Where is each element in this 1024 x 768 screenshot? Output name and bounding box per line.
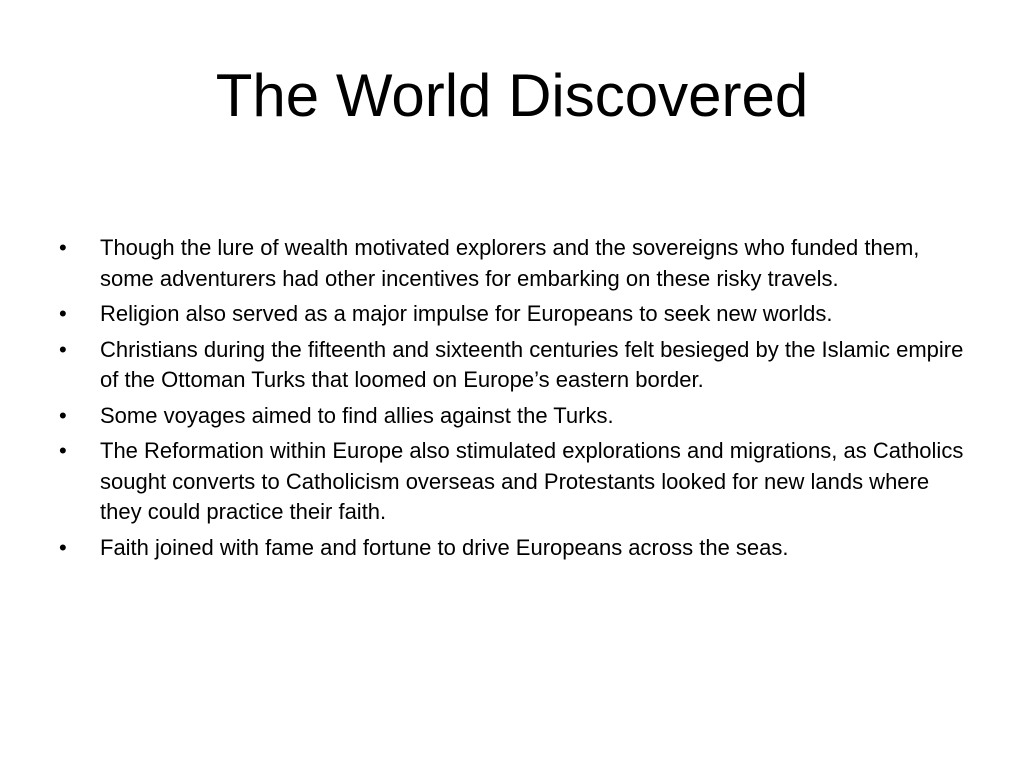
bullet-text: Christians during the fifteenth and sixteenth centuries felt besieged by the Islamic empire of the Ottoman Turks that loomed on Europe’s eastern border. [100, 336, 964, 392]
bullet-text: Though the lure of wealth motivated explorers and the sovereigns who funded them, some adventurers had other incentives for embarking on these risky travels. [100, 235, 920, 291]
bullet-icon: • [59, 402, 67, 428]
bullet-text: Some voyages aimed to find allies against the Turks. [100, 402, 614, 428]
bullet-icon: • [59, 438, 67, 463]
bullet-text: The Reformation within Europe also stimulated explorations and migrations, as Catholics sought converts to Catholicism overseas and Protestants looked for new lands where they could practice their faith. [100, 438, 964, 524]
bullet-icon: • [59, 534, 67, 560]
slide-title: The World Discovered [215, 62, 809, 129]
list-item [56, 533, 971, 564]
bullet-text: Faith joined with fame and fortune to drive Europeans across the seas. [100, 534, 789, 560]
bullet-text: Religion also served as a major impulse for Europeans to seek new worlds. [100, 301, 833, 326]
bullet-list [56, 233, 971, 568]
list-item [56, 401, 971, 432]
bullet-icon: • [59, 301, 67, 326]
list-item [56, 436, 971, 528]
list-item [56, 299, 971, 330]
bullet-icon: • [59, 235, 67, 260]
list-item [56, 233, 971, 294]
bullet-icon: • [59, 336, 67, 362]
list-item [56, 335, 971, 396]
